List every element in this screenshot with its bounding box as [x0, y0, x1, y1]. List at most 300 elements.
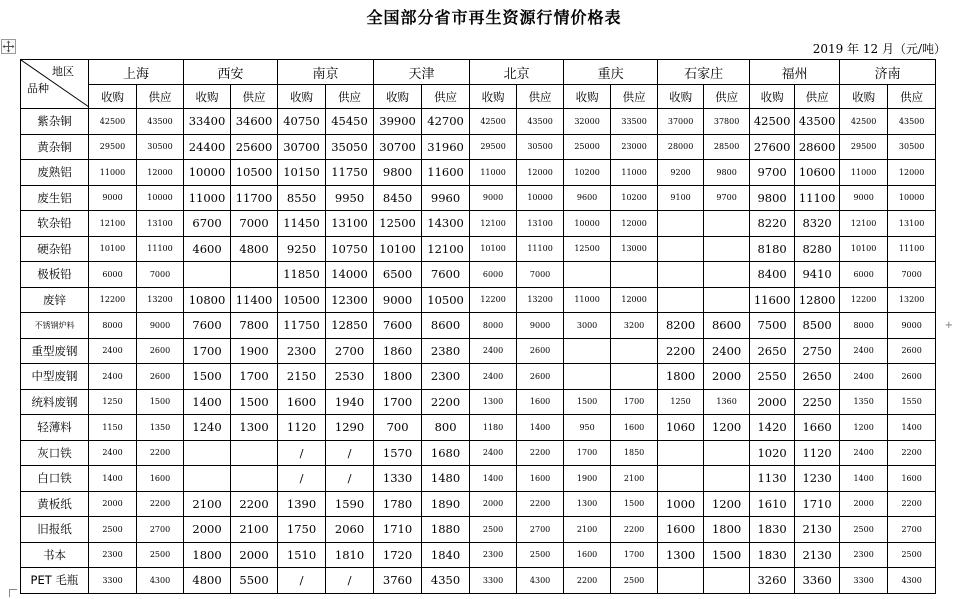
sell-price-cell: 37800 — [704, 109, 750, 135]
sell-price-cell — [611, 338, 658, 364]
sell-price-cell: 9960 — [422, 185, 470, 211]
sell-price-cell: 2130 — [795, 517, 840, 543]
sell-price-cell: / — [326, 440, 374, 466]
sell-price-cell: 1500 — [611, 491, 658, 517]
sell-price-cell: 43500 — [137, 109, 184, 135]
buy-price-cell: 39900 — [374, 109, 422, 135]
item-name-cell: 白口铁 — [21, 466, 89, 492]
sell-price-cell — [231, 262, 278, 288]
sell-price-cell: 1500 — [231, 389, 278, 415]
city-header: 福州 — [750, 60, 840, 85]
buy-price-cell — [184, 262, 231, 288]
buy-price-cell: 2500 — [89, 517, 137, 543]
item-name-cell: 软杂铅 — [21, 211, 89, 237]
buy-price-cell: 2400 — [840, 364, 888, 390]
sell-price-cell: 9000 — [517, 313, 564, 339]
buy-price-cell: 8180 — [750, 236, 795, 262]
buy-price-cell: 1400 — [184, 389, 231, 415]
sell-price-cell: 9410 — [795, 262, 840, 288]
buy-price-cell: 28000 — [658, 134, 704, 160]
buy-price-cell: 12100 — [840, 211, 888, 237]
buy-price-cell: 30700 — [278, 134, 326, 160]
buy-price-cell: 1700 — [374, 389, 422, 415]
sell-price-cell: 14300 — [422, 211, 470, 237]
buy-column-header: 收购 — [374, 85, 422, 109]
sell-price-cell: 43500 — [795, 109, 840, 135]
buy-price-cell: 12200 — [89, 287, 137, 313]
buy-price-cell: 11000 — [470, 160, 517, 186]
sell-price-cell: 1300 — [231, 415, 278, 441]
buy-price-cell: 1500 — [564, 389, 611, 415]
buy-price-cell: 6000 — [470, 262, 517, 288]
item-name-cell: 极板铅 — [21, 262, 89, 288]
sell-price-cell: 10000 — [137, 185, 184, 211]
item-name-cell: 统料废钢 — [21, 389, 89, 415]
buy-price-cell: 8000 — [840, 313, 888, 339]
sell-price-cell: 2600 — [517, 338, 564, 364]
sell-price-cell: 1500 — [137, 389, 184, 415]
buy-price-cell: 10100 — [840, 236, 888, 262]
header-city-row — [21, 60, 936, 85]
buy-price-cell: 1900 — [564, 466, 611, 492]
buy-price-cell: 1600 — [564, 542, 611, 568]
buy-price-cell: 8220 — [750, 211, 795, 237]
sell-price-cell: 2200 — [137, 440, 184, 466]
sell-price-cell: 9000 — [888, 313, 936, 339]
buy-price-cell: 7600 — [374, 313, 422, 339]
buy-price-cell: 25000 — [564, 134, 611, 160]
buy-price-cell: 11450 — [278, 211, 326, 237]
item-name-cell: 硬杂铅 — [21, 236, 89, 262]
sell-price-cell: 1350 — [137, 415, 184, 441]
sell-price-cell: 30500 — [888, 134, 936, 160]
sell-price-cell: 1890 — [422, 491, 470, 517]
buy-price-cell: 2150 — [278, 364, 326, 390]
buy-price-cell — [658, 287, 704, 313]
buy-price-cell: 1610 — [750, 491, 795, 517]
buy-price-cell: 2500 — [470, 517, 517, 543]
buy-column-header: 收购 — [564, 85, 611, 109]
sell-price-cell: 2000 — [704, 364, 750, 390]
buy-price-cell: 1400 — [470, 466, 517, 492]
buy-price-cell: 8200 — [658, 313, 704, 339]
sell-price-cell: 25600 — [231, 134, 278, 160]
buy-price-cell: 2300 — [470, 542, 517, 568]
city-header: 重庆 — [564, 60, 658, 85]
buy-price-cell: 9800 — [374, 160, 422, 186]
sell-price-cell: 1120 — [795, 440, 840, 466]
buy-price-cell — [658, 211, 704, 237]
table-row — [21, 517, 936, 543]
sell-price-cell: 2200 — [611, 517, 658, 543]
buy-price-cell: 1060 — [658, 415, 704, 441]
sell-price-cell: 2000 — [231, 542, 278, 568]
buy-price-cell: 9700 — [750, 160, 795, 186]
city-header: 北京 — [470, 60, 564, 85]
buy-price-cell: 10800 — [184, 287, 231, 313]
item-name-cell: 废锌 — [21, 287, 89, 313]
sell-price-cell: 12000 — [611, 287, 658, 313]
buy-price-cell: 6700 — [184, 211, 231, 237]
buy-price-cell: 1800 — [374, 364, 422, 390]
buy-price-cell: 3300 — [840, 568, 888, 594]
sell-price-cell: 11100 — [517, 236, 564, 262]
sell-price-cell: 3200 — [611, 313, 658, 339]
buy-column-header: 收购 — [840, 85, 888, 109]
sell-price-cell: 11100 — [795, 185, 840, 211]
sell-price-cell: 11600 — [422, 160, 470, 186]
sell-price-cell: 1230 — [795, 466, 840, 492]
table-row — [21, 338, 936, 364]
item-name-cell: 旧报纸 — [21, 517, 89, 543]
buy-price-cell: 4600 — [184, 236, 231, 262]
sell-price-cell: 2530 — [326, 364, 374, 390]
sell-column-header: 供应 — [517, 85, 564, 109]
header-subcolumn-row — [21, 85, 936, 109]
buy-price-cell — [658, 466, 704, 492]
item-name-cell: 废熟铝 — [21, 160, 89, 186]
sell-price-cell: 1200 — [704, 491, 750, 517]
buy-price-cell: 6000 — [89, 262, 137, 288]
buy-price-cell: 2550 — [750, 364, 795, 390]
buy-price-cell: 2000 — [750, 389, 795, 415]
sell-price-cell: 2200 — [517, 440, 564, 466]
buy-price-cell: 12500 — [374, 211, 422, 237]
table-row — [21, 542, 936, 568]
table-row — [21, 389, 936, 415]
sell-price-cell: 1600 — [517, 466, 564, 492]
buy-price-cell: 2400 — [840, 440, 888, 466]
sell-price-cell: 4300 — [137, 568, 184, 594]
sell-price-cell: 2250 — [795, 389, 840, 415]
buy-price-cell: 1830 — [750, 542, 795, 568]
buy-price-cell: 10100 — [374, 236, 422, 262]
sell-price-cell: 8320 — [795, 211, 840, 237]
table-row — [21, 109, 936, 135]
buy-price-cell: 3260 — [750, 568, 795, 594]
buy-price-cell: 2500 — [840, 517, 888, 543]
sell-price-cell: 2200 — [888, 440, 936, 466]
sell-price-cell: 2200 — [888, 491, 936, 517]
sell-price-cell: 1290 — [326, 415, 374, 441]
buy-price-cell: 1300 — [658, 542, 704, 568]
buy-price-cell: 700 — [374, 415, 422, 441]
buy-price-cell: 2400 — [470, 338, 517, 364]
buy-price-cell: 8400 — [750, 262, 795, 288]
buy-price-cell: 2200 — [564, 568, 611, 594]
buy-price-cell: 3000 — [564, 313, 611, 339]
sell-price-cell: 1480 — [422, 466, 470, 492]
buy-price-cell: 1240 — [184, 415, 231, 441]
sell-price-cell: 11750 — [326, 160, 374, 186]
sell-price-cell: 1500 — [704, 542, 750, 568]
sell-price-cell: 2600 — [137, 364, 184, 390]
buy-price-cell: 1830 — [750, 517, 795, 543]
buy-price-cell: 1710 — [374, 517, 422, 543]
sell-price-cell: 13100 — [137, 211, 184, 237]
sell-price-cell: 2200 — [137, 491, 184, 517]
sell-column-header: 供应 — [611, 85, 658, 109]
sell-price-cell: 12800 — [795, 287, 840, 313]
sell-price-cell — [704, 211, 750, 237]
sell-price-cell: 7000 — [231, 211, 278, 237]
sell-column-header: 供应 — [704, 85, 750, 109]
sell-price-cell: 28600 — [795, 134, 840, 160]
sell-price-cell: 2700 — [888, 517, 936, 543]
buy-price-cell: 2400 — [89, 440, 137, 466]
sell-price-cell: 45450 — [326, 109, 374, 135]
buy-price-cell: 10000 — [184, 160, 231, 186]
buy-price-cell: 11000 — [564, 287, 611, 313]
table-row — [21, 364, 936, 390]
buy-price-cell: 1300 — [564, 491, 611, 517]
sell-price-cell: 43500 — [888, 109, 936, 135]
buy-price-cell: 2000 — [89, 491, 137, 517]
buy-price-cell: 27600 — [750, 134, 795, 160]
table-row — [21, 262, 936, 288]
buy-price-cell: 9000 — [840, 185, 888, 211]
buy-price-cell: 1390 — [278, 491, 326, 517]
buy-price-cell: 1250 — [658, 389, 704, 415]
table-row — [21, 440, 936, 466]
buy-price-cell: 1780 — [374, 491, 422, 517]
sell-price-cell: 9950 — [326, 185, 374, 211]
buy-price-cell: 9000 — [374, 287, 422, 313]
table-row — [21, 491, 936, 517]
table-row — [21, 313, 936, 339]
buy-price-cell: 9800 — [750, 185, 795, 211]
buy-price-cell: 32000 — [564, 109, 611, 135]
sell-price-cell: 30500 — [137, 134, 184, 160]
buy-price-cell: 8000 — [89, 313, 137, 339]
buy-price-cell: 1400 — [840, 466, 888, 492]
buy-price-cell: 1510 — [278, 542, 326, 568]
buy-price-cell: 6000 — [840, 262, 888, 288]
sell-price-cell: 9700 — [704, 185, 750, 211]
table-row — [21, 160, 936, 186]
buy-price-cell — [658, 236, 704, 262]
sell-price-cell: 10000 — [888, 185, 936, 211]
buy-price-cell: 1800 — [184, 542, 231, 568]
sell-price-cell: 33500 — [611, 109, 658, 135]
sell-price-cell: 1800 — [704, 517, 750, 543]
sell-price-cell: 13200 — [888, 287, 936, 313]
buy-price-cell: 2400 — [470, 364, 517, 390]
sell-price-cell: 2130 — [795, 542, 840, 568]
sell-price-cell: 23000 — [611, 134, 658, 160]
buy-price-cell: 4800 — [184, 568, 231, 594]
item-name-cell: PET 毛瓶 — [21, 568, 89, 594]
sell-price-cell: 1400 — [888, 415, 936, 441]
buy-price-cell: 1350 — [840, 389, 888, 415]
buy-price-cell: 2400 — [840, 338, 888, 364]
sell-price-cell: 2700 — [137, 517, 184, 543]
sell-price-cell: 10000 — [517, 185, 564, 211]
sell-price-cell: 14000 — [326, 262, 374, 288]
sell-price-cell: 9000 — [137, 313, 184, 339]
table-row — [21, 415, 936, 441]
item-label: 品种 — [27, 82, 49, 95]
page-title: 全国部分省市再生资源行情价格表 — [366, 8, 622, 27]
buy-price-cell — [564, 364, 611, 390]
sell-price-cell: 11700 — [231, 185, 278, 211]
sell-price-cell: 2500 — [888, 542, 936, 568]
buy-price-cell: 29500 — [89, 134, 137, 160]
sell-price-cell: 2100 — [611, 466, 658, 492]
buy-price-cell: / — [278, 568, 326, 594]
buy-price-cell: 2100 — [184, 491, 231, 517]
sell-price-cell: 2500 — [137, 542, 184, 568]
sell-column-header: 供应 — [888, 85, 936, 109]
region-label: 地区 — [52, 65, 74, 78]
buy-price-cell: 11600 — [750, 287, 795, 313]
sell-column-header: 供应 — [795, 85, 840, 109]
buy-price-cell: 12100 — [89, 211, 137, 237]
sell-price-cell: 1600 — [888, 466, 936, 492]
sell-price-cell: 4300 — [517, 568, 564, 594]
sell-price-cell: 1550 — [888, 389, 936, 415]
buy-price-cell: 1500 — [184, 364, 231, 390]
buy-price-cell: 2000 — [840, 491, 888, 517]
buy-column-header: 收购 — [750, 85, 795, 109]
buy-price-cell: 2400 — [89, 364, 137, 390]
sell-price-cell: 2600 — [888, 338, 936, 364]
sell-price-cell: 1400 — [517, 415, 564, 441]
sell-price-cell: 10500 — [231, 160, 278, 186]
city-header: 上海 — [89, 60, 184, 85]
price-table — [20, 59, 936, 594]
buy-price-cell: 40750 — [278, 109, 326, 135]
city-header: 西安 — [184, 60, 278, 85]
sell-price-cell: 1710 — [795, 491, 840, 517]
item-name-cell: 黄板纸 — [21, 491, 89, 517]
sell-price-cell: 1360 — [704, 389, 750, 415]
sell-price-cell: 13200 — [137, 287, 184, 313]
sell-price-cell — [231, 440, 278, 466]
sell-price-cell: / — [326, 466, 374, 492]
sell-price-cell: 3360 — [795, 568, 840, 594]
sell-price-cell: 1200 — [704, 415, 750, 441]
item-name-cell: 废生铝 — [21, 185, 89, 211]
sell-price-cell: 1700 — [611, 389, 658, 415]
sell-price-cell: 1600 — [517, 389, 564, 415]
buy-price-cell: 9200 — [658, 160, 704, 186]
sell-price-cell: 1600 — [137, 466, 184, 492]
buy-column-header: 收购 — [658, 85, 704, 109]
sell-price-cell: 7000 — [888, 262, 936, 288]
buy-price-cell: 1800 — [658, 364, 704, 390]
buy-price-cell: 12500 — [564, 236, 611, 262]
buy-price-cell: 11000 — [89, 160, 137, 186]
city-header: 天津 — [374, 60, 470, 85]
buy-price-cell: 1180 — [470, 415, 517, 441]
sell-price-cell: 10600 — [795, 160, 840, 186]
sell-price-cell: 1700 — [231, 364, 278, 390]
sell-price-cell: 4300 — [888, 568, 936, 594]
sell-price-cell — [704, 236, 750, 262]
buy-price-cell: 10000 — [564, 211, 611, 237]
sell-price-cell: 7800 — [231, 313, 278, 339]
city-header: 石家庄 — [658, 60, 750, 85]
sell-price-cell: 2400 — [704, 338, 750, 364]
sell-price-cell: 1700 — [611, 542, 658, 568]
sell-price-cell: 2500 — [517, 542, 564, 568]
buy-column-header: 收购 — [184, 85, 231, 109]
table-row — [21, 134, 936, 160]
buy-price-cell — [564, 338, 611, 364]
city-header: 济南 — [840, 60, 936, 85]
buy-price-cell: 2000 — [470, 491, 517, 517]
buy-price-cell: 7600 — [184, 313, 231, 339]
sell-price-cell: 8280 — [795, 236, 840, 262]
buy-price-cell: 1250 — [89, 389, 137, 415]
buy-price-cell: 1020 — [750, 440, 795, 466]
sell-price-cell: 1660 — [795, 415, 840, 441]
buy-column-header: 收购 — [470, 85, 517, 109]
sell-price-cell: 2380 — [422, 338, 470, 364]
sell-price-cell: 28500 — [704, 134, 750, 160]
sell-price-cell: 34600 — [231, 109, 278, 135]
buy-price-cell: 1130 — [750, 466, 795, 492]
buy-price-cell: 10200 — [564, 160, 611, 186]
buy-price-cell: 29500 — [840, 134, 888, 160]
sell-price-cell: 2200 — [422, 389, 470, 415]
sell-column-header: 供应 — [422, 85, 470, 109]
buy-price-cell: 7500 — [750, 313, 795, 339]
sell-price-cell: 35050 — [326, 134, 374, 160]
sell-price-cell — [704, 440, 750, 466]
buy-price-cell — [658, 568, 704, 594]
sell-price-cell: 42700 — [422, 109, 470, 135]
sell-price-cell: 1680 — [422, 440, 470, 466]
buy-price-cell: / — [278, 466, 326, 492]
sell-price-cell: 8500 — [795, 313, 840, 339]
date-unit-label: 2019 年 12 月（元/吨） — [812, 42, 946, 56]
buy-price-cell: 9100 — [658, 185, 704, 211]
sell-price-cell: 2200 — [231, 491, 278, 517]
sell-price-cell: 12000 — [137, 160, 184, 186]
sell-price-cell: 1940 — [326, 389, 374, 415]
item-name-cell: 黄杂铜 — [21, 134, 89, 160]
sell-price-cell: 1880 — [422, 517, 470, 543]
sell-price-cell — [231, 466, 278, 492]
buy-price-cell: 42500 — [840, 109, 888, 135]
sell-price-cell: 7000 — [137, 262, 184, 288]
table-move-handle[interactable] — [1, 39, 16, 54]
sell-price-cell: 8600 — [422, 313, 470, 339]
buy-price-cell: 11000 — [184, 185, 231, 211]
buy-price-cell: 8550 — [278, 185, 326, 211]
buy-price-cell: 1570 — [374, 440, 422, 466]
sell-price-cell: 13200 — [517, 287, 564, 313]
sell-price-cell: 12850 — [326, 313, 374, 339]
sell-price-cell: 1810 — [326, 542, 374, 568]
item-name-cell: 紫杂铜 — [21, 109, 89, 135]
table-row — [21, 287, 936, 313]
table-row — [21, 185, 936, 211]
sell-price-cell — [611, 364, 658, 390]
buy-price-cell: 37000 — [658, 109, 704, 135]
buy-price-cell: 10100 — [470, 236, 517, 262]
buy-price-cell: 9250 — [278, 236, 326, 262]
sell-price-cell: 2100 — [231, 517, 278, 543]
table-row — [21, 568, 936, 594]
city-header: 南京 — [278, 60, 374, 85]
sell-price-cell: 2300 — [422, 364, 470, 390]
sell-price-cell: 12000 — [611, 211, 658, 237]
sell-price-cell: 43500 — [517, 109, 564, 135]
buy-price-cell: 3760 — [374, 568, 422, 594]
